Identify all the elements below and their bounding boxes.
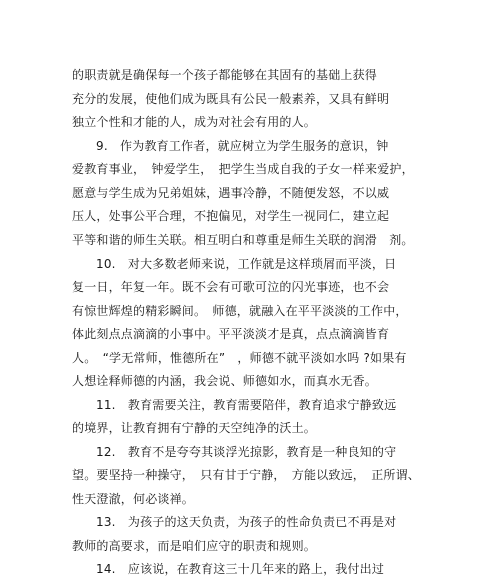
paragraph-11-line: 11. 教育需要关注，教育需要陪伴，教育追求宁静致远: [96, 398, 397, 412]
text-line: 有惊世辉煌的精彩瞬间。 师德，就融入在平平淡淡的工作中，: [72, 304, 408, 318]
text-line: 充分的发展，使他们成为既具有公民一般素养，又具有鲜明: [72, 92, 390, 106]
text-line: 平等和谐的师生关联。相互明白和尊重是师生关联的润滑 剂。: [72, 233, 414, 247]
text-line: 压人，处事公平合理，不抱偏见，对学生一视同仁，建立起: [72, 209, 390, 223]
text-line: 独立个性和才能的人，成为对社会有用的人。: [72, 115, 317, 129]
text-line: 性天澄澈，何必谈禅。: [72, 492, 195, 506]
paragraph-9-line: 9. 作为教育工作者，就应树立为学生服务的意识，钟: [96, 139, 389, 153]
text-line: 复一日，年复一年。既不会有可歌可泣的闪光事迹，也不会: [72, 280, 390, 294]
text-line: 教师的高要求，而是咱们应守的职责和规则。: [72, 539, 317, 553]
text-line: 愿意与学生成为兄弟姐妹，遇事冷静，不随便发怒，不以威: [72, 186, 390, 200]
text-line: 体此刻点点滴滴的小事中。平平淡淡才是真，点点滴滴皆育: [72, 327, 390, 341]
text-line: 人想诠释师德的内涵，我会说、师德如水，而真水无香。: [72, 374, 378, 388]
paragraph-14-line: 14. 应该说，在教育这三十几年来的路上，我付出过: [96, 562, 385, 576]
text-line: 爱教育事业， 钟爱学生， 把学生当成自我的子女一样来爱护，: [72, 162, 414, 176]
text-line: 望。要坚持一种操守， 只有甘于宁静， 方能以致远， 正所谓、: [72, 468, 421, 482]
text-line: 人。 “学无常师，惟德所在” ，师德不就平淡如水吗 ?如果有: [72, 351, 407, 365]
paragraph-10-line: 10. 对大多数老师来说，工作就是这样琐屑而平淡，日: [96, 257, 397, 271]
text-line: 的境界，让教育拥有宁静的天空纯净的沃土。: [72, 421, 317, 435]
text-line: 的职责就是确保每一个孩子都能够在其固有的基础上获得: [72, 68, 378, 82]
paragraph-12-line: 12. 教育不是夸夸其谈浮光掠影，教育是一种良知的守: [96, 445, 397, 459]
paragraph-13-line: 13. 为孩子的这天负责，为孩子的性命负责已不再是对: [96, 515, 397, 529]
